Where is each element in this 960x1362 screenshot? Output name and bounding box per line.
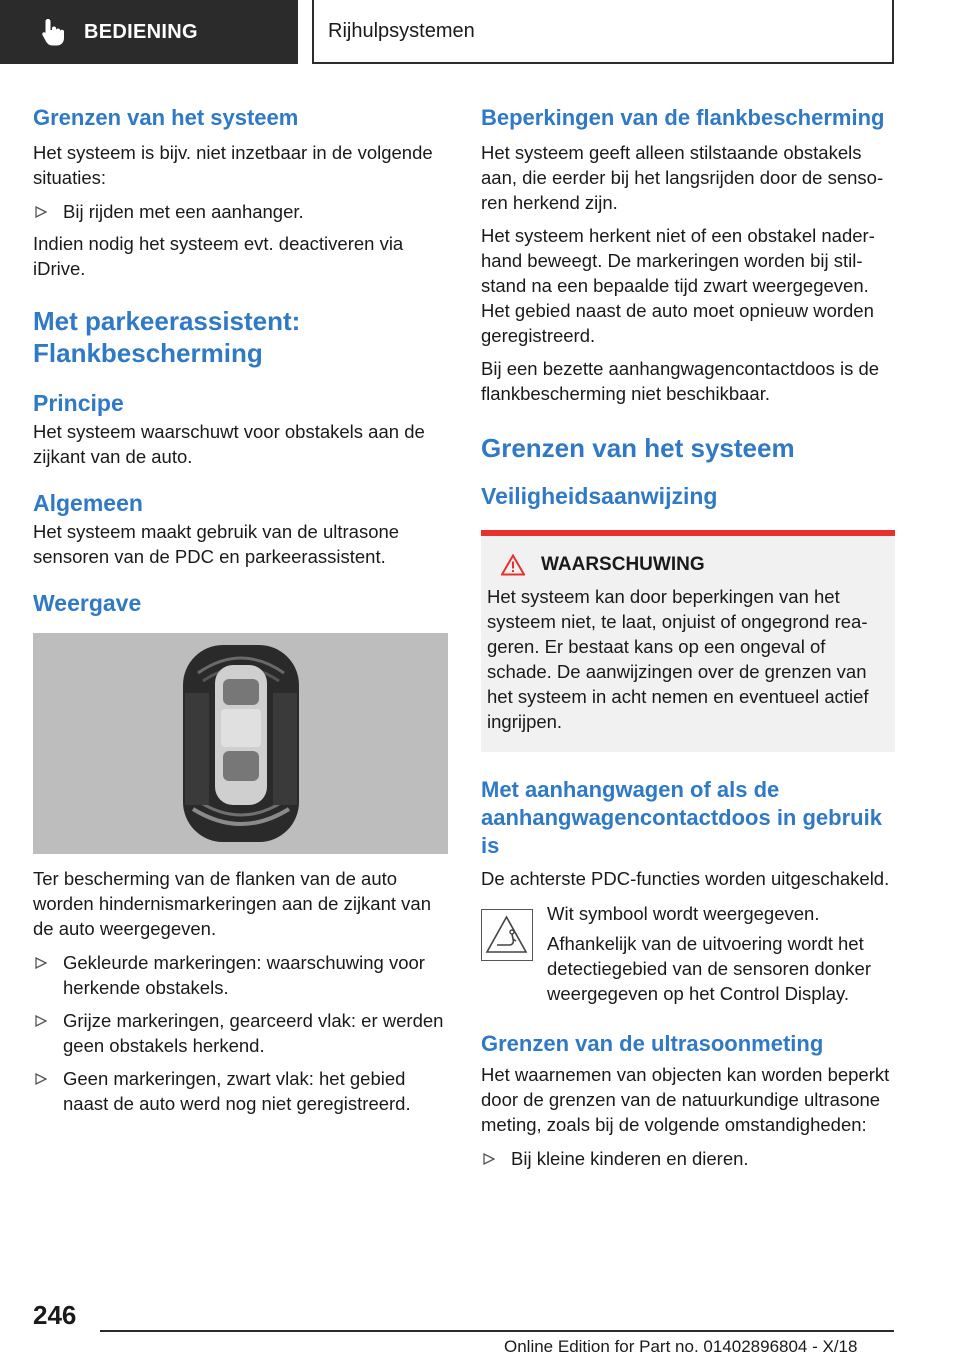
paragraph-deactiveren: Indien nodig het systeem evt. deactiveren via iDrive. bbox=[33, 233, 404, 279]
header-section-tab bbox=[0, 0, 298, 64]
heading-algemeen: Algemeen bbox=[33, 490, 143, 516]
list-item-text: Bij rijden met een aanhanger. bbox=[63, 201, 304, 222]
paragraph-algemeen: Het systeem maakt gebruik van de ultrasone sensoren van de PDC en parkeerassistent. bbox=[33, 521, 400, 567]
flank-protection-display-figure bbox=[33, 633, 448, 854]
page-number: 246 bbox=[33, 1300, 77, 1330]
heading-principe: Principe bbox=[33, 390, 124, 416]
heading-weergave: Weergave bbox=[33, 590, 142, 616]
list-item bbox=[33, 1066, 448, 1116]
list-item-text: Bij kleine kinderen en dieren. bbox=[511, 1148, 749, 1169]
hand-pointer-icon bbox=[40, 17, 66, 47]
triangle-bullet-icon bbox=[481, 1146, 511, 1173]
heading-grenzen-left: Grenzen van het systeem bbox=[33, 105, 299, 130]
left-column bbox=[33, 100, 448, 1116]
triangle-bullet-icon bbox=[33, 950, 63, 1000]
triangle-bullet-icon bbox=[33, 1008, 63, 1058]
paragraph-beperkingen-1: Het systeem geeft alleen stilstaande obstakels aan, die eerder bij het langsrijden door de sensoren herkend zijn. bbox=[481, 142, 884, 213]
paragraph-afhankelijk: Afhankelijk van de uitvoering wordt het detectiegebied van de sensoren donker weergegeven op het Control Display. bbox=[547, 933, 871, 1004]
triangle-bullet-icon bbox=[33, 199, 63, 226]
parking-display-illustration bbox=[33, 633, 448, 854]
list-item bbox=[481, 1146, 895, 1173]
paragraph-pdc: De achterste PDC-functies worden uitgeschakeld. bbox=[481, 868, 890, 889]
right-column bbox=[481, 100, 895, 1173]
warning-triangle-icon bbox=[501, 554, 525, 576]
paragraph-beperkingen-2: Het systeem herkent niet of een obstakel naderhand beweegt. De markeringen worden bij stilstand na een bepaalde tijd zwart weergegeven. Het gebied naast de auto moet opnieuw worden geregistreerd. bbox=[481, 225, 875, 346]
triangle-bullet-icon bbox=[33, 1066, 63, 1116]
warning-box bbox=[481, 536, 895, 752]
paragraph-beperkingen-3: Bij een bezette aanhangwagencontactdoos is de flankbescherming niet beschikbaar. bbox=[481, 358, 880, 404]
list-item bbox=[33, 1008, 448, 1058]
header-chapter-label: Rijhulpsystemen bbox=[328, 19, 475, 42]
heading-aanhangwagen: Met aanhangwagen of als de aanhangwagencontactdoos in gebruik is bbox=[481, 777, 882, 858]
paragraph-principe: Het systeem waarschuwt voor obstakels aan de zijkant van de auto. bbox=[33, 421, 425, 467]
trailer-warning-symbol-icon bbox=[481, 909, 533, 961]
header-chapter bbox=[312, 0, 894, 64]
warning-title-text: WAARSCHUWING bbox=[541, 554, 705, 575]
paragraph-ultrasoon: Het waarnemen van objecten kan worden beperkt door de grenzen van de natuurkundige ultrasone meting, zoals bij de volgende omstandigheden: bbox=[481, 1064, 890, 1135]
footer-edition: Online Edition for Part no. 01402896804 - X/18 bbox=[504, 1337, 858, 1356]
list-item bbox=[33, 950, 448, 1000]
warning-block bbox=[481, 530, 895, 752]
paragraph-symbool: Wit symbool wordt weergegeven. bbox=[547, 903, 820, 924]
footer-rule bbox=[100, 1330, 894, 1332]
heading-veiligheid: Veiligheidsaanwijzing bbox=[481, 483, 718, 509]
warning-text: Het systeem kan door beperkingen van het systeem niet, te laat, onjuist of ongegrond reageren. Er bestaat kans op een ongeval of schade. De aanwijzingen over de grenzen van het systeem in acht nemen en eventueel actief ingrijpen. bbox=[487, 586, 869, 732]
notice-with-symbol bbox=[481, 901, 895, 1006]
heading-grenzen-right: Grenzen van het systeem bbox=[481, 433, 795, 463]
list-item-text: Gekleurde markeringen: waarschuwing voor herkende obstakels. bbox=[63, 952, 425, 998]
heading-ultrasoon: Grenzen van de ultrasoonmeting bbox=[481, 1031, 824, 1056]
list-item-text: Geen markeringen, zwart vlak: het gebied naast de auto werd nog niet geregistreerd. bbox=[63, 1068, 411, 1114]
paragraph-weergave: Ter bescherming van de flanken van de auto worden hindernismarkeringen aan de zijkant van de auto weergegeven. bbox=[33, 868, 431, 939]
header-section-label: BEDIENING bbox=[84, 20, 198, 43]
warning-title bbox=[501, 554, 887, 576]
paragraph-grenzen: Het systeem is bijv. niet inzetbaar in de volgende situaties: bbox=[33, 142, 433, 188]
list-item-text: Grijze markeringen, gearceerd vlak: er werden geen obstakels herkend. bbox=[63, 1010, 444, 1056]
heading-beperkingen: Beperkingen van de flankbescherming bbox=[481, 105, 885, 130]
section-title: Met parkeerassistent: Flankbescherming bbox=[33, 306, 301, 368]
list-item bbox=[33, 199, 448, 226]
